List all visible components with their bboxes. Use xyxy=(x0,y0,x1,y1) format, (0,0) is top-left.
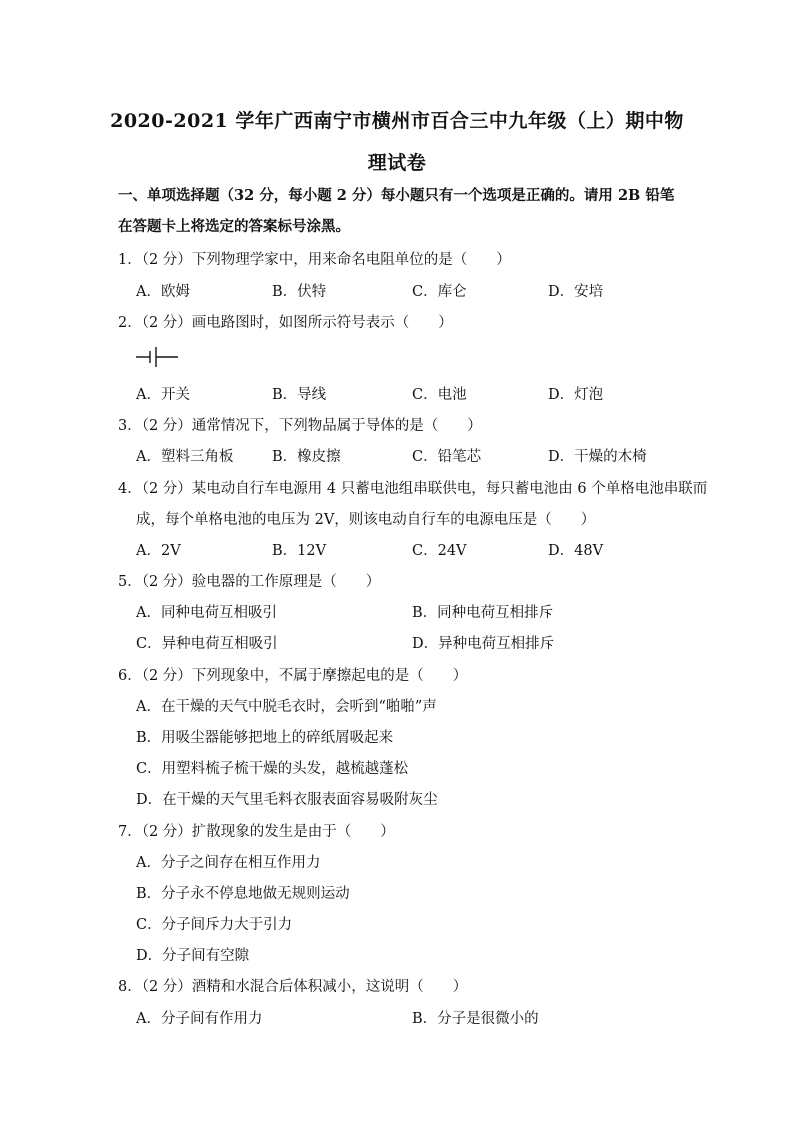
question-7-option-d[interactable]: D．分子间有空隙 xyxy=(136,948,250,964)
question-5-option-a[interactable]: A．同种电荷互相吸引 xyxy=(136,605,277,621)
question-4-option-b[interactable]: B．12V xyxy=(272,543,327,559)
question-2-option-c[interactable]: C．电池 xyxy=(412,387,467,403)
question-5-option-d[interactable]: D．异种电荷互相排斥 xyxy=(412,636,555,652)
exam-title-line1: 2020-2021 学年广西南宁市横州市百合三中九年级（上）期中物 xyxy=(110,110,684,132)
section-heading: 一、单项选择题（32 分，每小题 2 分）每小题只有一个选项是正确的。请用 2B 铅笔在答题卡上将选定的答案标号涂黑。 xyxy=(118,187,675,235)
question-7-option-c[interactable]: C．分子间斥力大于引力 xyxy=(136,917,293,933)
question-2-option-a[interactable]: A．开关 xyxy=(136,387,190,403)
question-1-option-d[interactable]: D．安培 xyxy=(548,284,604,300)
question-8-option-a[interactable]: A．分子间有作用力 xyxy=(136,1011,263,1027)
question-3-option-a[interactable]: A．塑料三角板 xyxy=(136,449,234,465)
question-6-option-d[interactable]: D．在干燥的天气里毛料衣服表面容易吸附灰尘 xyxy=(136,792,438,808)
battery-cell-symbol-icon xyxy=(136,347,180,367)
question-3-stem: 3．（2 分）通常情况下，下列物品属于导体的是（ ） xyxy=(118,418,482,434)
question-1-stem: 1．（2 分）下列物理学家中，用来命名电阻单位的是（ ） xyxy=(118,252,511,268)
question-7-option-a[interactable]: A．分子之间存在相互作用力 xyxy=(136,855,321,871)
question-1-option-a[interactable]: A．欧姆 xyxy=(136,284,190,300)
question-6-option-c[interactable]: C．用塑料梳子梳干燥的头发，越梳越蓬松 xyxy=(136,761,409,777)
question-4-option-a[interactable]: A．2V xyxy=(136,543,181,559)
question-4-stem-continued: 成，每个单格电池的电压为 2V，则该电动自行车的电源电压是（ ） xyxy=(136,512,596,528)
question-5-option-c[interactable]: C．异种电荷互相吸引 xyxy=(136,636,278,652)
question-3-option-d[interactable]: D．干燥的木椅 xyxy=(548,449,647,465)
question-4-option-d[interactable]: D．48V xyxy=(548,543,604,559)
question-2-stem: 2．（2 分）画电路图时，如图所示符号表示（ ） xyxy=(118,315,453,331)
question-3-option-b[interactable]: B．橡皮擦 xyxy=(272,449,341,465)
question-6-option-b[interactable]: B．用吸尘器能够把地上的碎纸屑吸起来 xyxy=(136,730,394,746)
question-4-option-c[interactable]: C．24V xyxy=(412,543,467,559)
exam-title-line2: 理试卷 xyxy=(367,152,427,174)
question-5-stem: 5．（2 分）验电器的工作原理是（ ） xyxy=(118,574,381,590)
question-2-option-b[interactable]: B．导线 xyxy=(272,387,327,403)
question-7-option-b[interactable]: B．分子永不停息地做无规则运动 xyxy=(136,886,350,902)
question-5-option-b[interactable]: B．同种电荷互相排斥 xyxy=(412,605,554,621)
question-1-option-b[interactable]: B．伏特 xyxy=(272,284,327,300)
question-8-option-b[interactable]: B．分子是很微小的 xyxy=(412,1011,539,1027)
question-3-option-c[interactable]: C．铅笔芯 xyxy=(412,449,482,465)
question-1-option-c[interactable]: C．库仑 xyxy=(412,284,467,300)
question-6-stem: 6．（2 分）下列现象中，不属于摩擦起电的是（ ） xyxy=(118,668,468,684)
question-4-stem: 4．（2 分）某电动自行车电源用 4 只蓄电池组串联供电，每只蓄电池由 6 个单格电池串联而 xyxy=(118,481,708,497)
question-7-stem: 7．（2 分）扩散现象的发生是由于（ ） xyxy=(118,824,395,840)
question-2-option-d[interactable]: D．灯泡 xyxy=(548,387,604,403)
question-8-stem: 8．（2 分）酒精和水混合后体积减小，这说明（ ） xyxy=(118,979,468,995)
question-6-option-a[interactable]: A．在干燥的天气中脱毛衣时，会听到“啪啪”声 xyxy=(136,699,437,715)
